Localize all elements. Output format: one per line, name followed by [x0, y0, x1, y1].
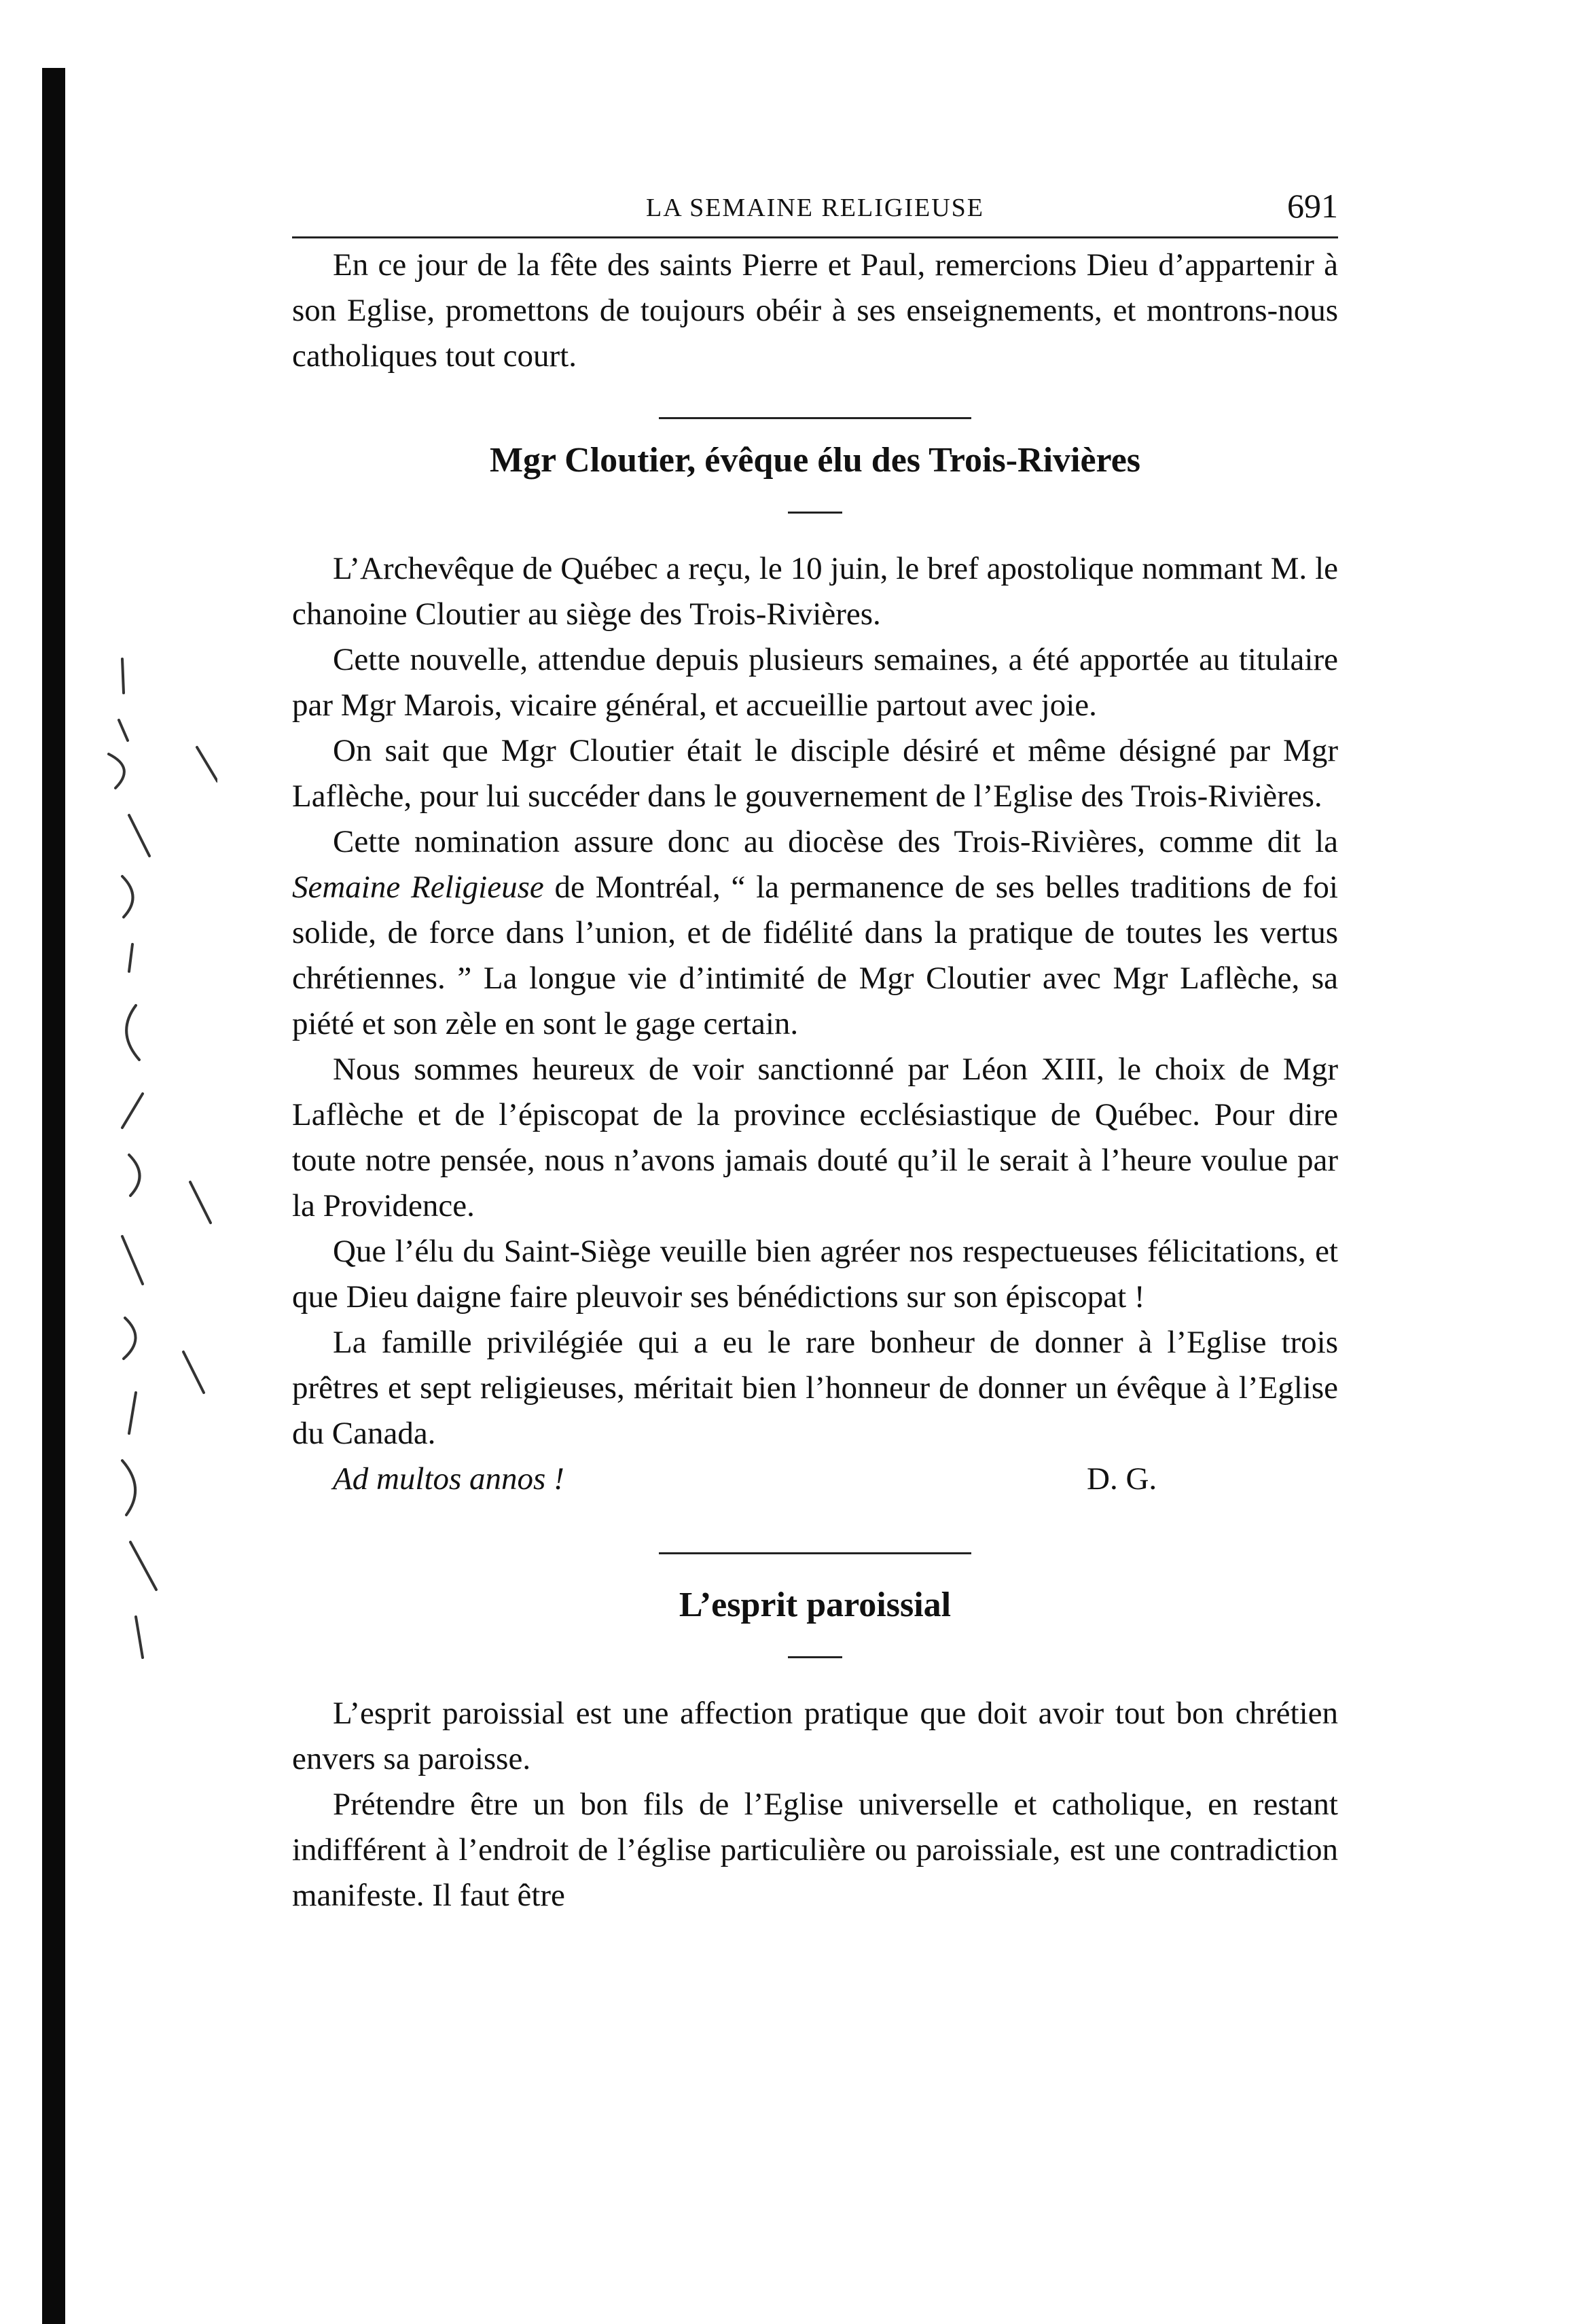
- paragraph-text: de Montréal, “ la permanence de ses belles traditions de foi solide, de force dans l’union, et de fidélité dans la pratique de toutes les vertus chrétiennes. ” La longue vie d’intimité de Mgr Cloutier avec Mgr Laflèche, sa piété et son zèle en sont le gage certain.: [292, 870, 1338, 1041]
- intro-paragraph: En ce jour de la fête des saints Pierre et Paul, remercions Dieu d’appartenir à son Eglise, promettons de toujours obéir à ses enseignements, et montrons-nous catholiques tout court.: [292, 247, 1338, 374]
- article-title-esprit-paroissial: L’esprit paroissial: [679, 1586, 952, 1624]
- publication-title: Semaine Religieuse: [292, 870, 544, 905]
- article-paragraph: Que l’élu du Saint-Siège veuille bien agréer nos respectueuses félicitations, et que Dieu daigne faire pleuvoir ses bénédictions sur son épiscopat !: [292, 1234, 1338, 1315]
- author-initials: D. G.: [1087, 1461, 1157, 1497]
- article-title-cloutier: Mgr Cloutier, évêque élu des Trois-Rivières: [489, 441, 1141, 480]
- page-number: 691: [1287, 187, 1338, 225]
- title-dash: [788, 1656, 842, 1658]
- running-header: [292, 182, 1338, 238]
- title-dash: [788, 512, 842, 514]
- section-divider: [659, 1552, 971, 1554]
- article-signoff: [292, 1456, 1338, 1502]
- handwritten-margin-note: [82, 652, 217, 1671]
- page-content: [292, 182, 1338, 1918]
- binding-edge: [42, 68, 65, 2324]
- article-paragraph: Prétendre être un bon fils de l’Eglise universelle et catholique, en restant indifférent à l’endroit de l’église particulière ou paroissiale, est une contradiction manifeste. Il faut être: [292, 1787, 1338, 1913]
- section-divider: [659, 417, 971, 419]
- article-paragraph: L’Archevêque de Québec a reçu, le 10 juin, le bref apostolique nommant M. le chanoine Cloutier au siège des Trois-Rivières.: [292, 551, 1338, 632]
- article-paragraph: Nous sommes heureux de voir sanctionné par Léon XIII, le choix de Mgr Laflèche et de l’épiscopat de la province ecclésiastique de Québec. Pour dire toute notre pensée, nous n’avons jamais douté qu’il le serait à l’heure voulue par la Providence.: [292, 1052, 1338, 1223]
- closing-phrase: Ad multos annos !: [333, 1461, 564, 1497]
- paragraph-text: Cette nomination assure donc au diocèse des Trois-Rivières, comme dit la: [333, 824, 1338, 859]
- running-title: LA SEMAINE RELIGIEUSE: [646, 194, 984, 222]
- article-paragraph: On sait que Mgr Cloutier était le disciple désiré et même désigné par Mgr Laflèche, pour lui succéder dans le gouvernement de l’Eglise des Trois-Rivières.: [292, 733, 1338, 814]
- article-paragraph: La famille privilégiée qui a eu le rare bonheur de donner à l’Eglise trois prêtres et sept religieuses, méritait bien l’honneur de donner un évêque à l’Eglise du Canada.: [292, 1325, 1338, 1451]
- article-paragraph: Cette nouvelle, attendue depuis plusieurs semaines, a été apportée au titulaire par Mgr Marois, vicaire général, et accueillie partout avec joie.: [292, 642, 1338, 723]
- article-paragraph: [292, 819, 1338, 1047]
- article-paragraph: L’esprit paroissial est une affection pratique que doit avoir tout bon chrétien envers sa paroisse.: [292, 1696, 1338, 1776]
